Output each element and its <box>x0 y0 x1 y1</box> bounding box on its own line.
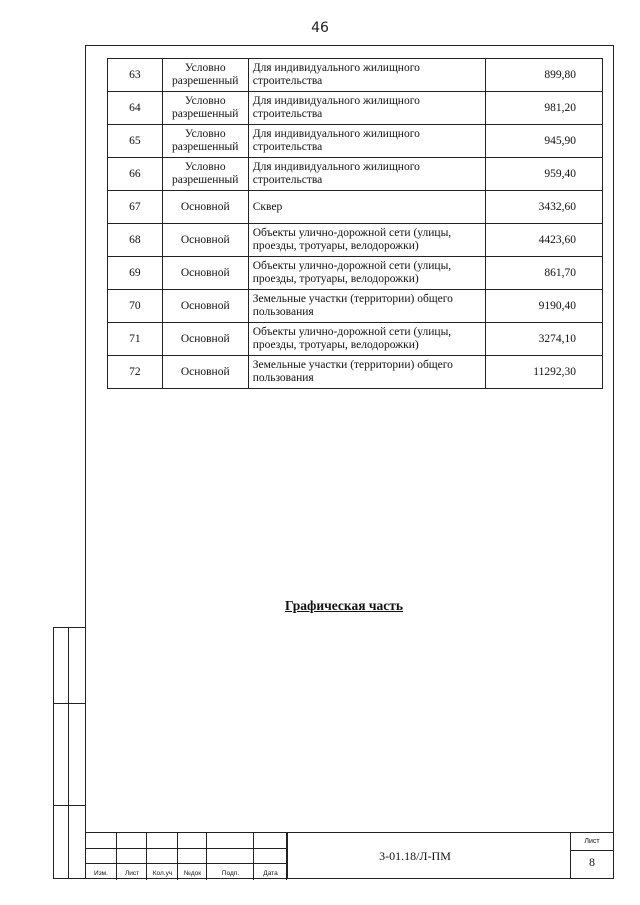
permitted-use-type: Основной <box>162 356 248 389</box>
use-description: Сквер <box>248 191 485 224</box>
table-row <box>108 59 603 92</box>
plot-area: 981,20 <box>486 92 603 125</box>
row-number: 63 <box>108 59 163 92</box>
row-number: 72 <box>108 356 163 389</box>
section-title: Графическая часть <box>285 598 404 613</box>
permitted-use-type: Условно разрешенный <box>162 125 248 158</box>
permitted-use-type: Основной <box>162 290 248 323</box>
plot-area: 861,70 <box>486 257 603 290</box>
sheet-label: Лист <box>584 838 600 845</box>
row-number: 67 <box>108 191 163 224</box>
table-row <box>108 158 603 191</box>
table-row <box>108 290 603 323</box>
stamp-label-list: Лист <box>124 870 140 877</box>
row-number: 68 <box>108 224 163 257</box>
plot-area: 959,40 <box>486 158 603 191</box>
stamp-label-ndok: №док <box>183 870 202 877</box>
use-description: Для индивидуального жилищного строительства <box>248 92 485 125</box>
row-number: 71 <box>108 323 163 356</box>
land-plots-table <box>107 58 603 389</box>
use-description: Земельные участки (территории) общего пользования <box>248 290 485 323</box>
table-row <box>108 224 603 257</box>
use-description: Для индивидуального жилищного строительства <box>248 125 485 158</box>
permitted-use-type: Основной <box>162 323 248 356</box>
use-description: Для индивидуального жилищного строительства <box>248 59 485 92</box>
binding-strip <box>53 627 85 879</box>
row-number: 69 <box>108 257 163 290</box>
table-row <box>108 125 603 158</box>
plot-area: 4423,60 <box>486 224 603 257</box>
sheet-number: 8 <box>589 855 595 869</box>
table-row <box>108 191 603 224</box>
use-description: Объекты улично-дорожной сети (улицы, проезды, тротуары, велодорожки) <box>248 323 485 356</box>
stamp-label-podp: Подп. <box>221 870 240 877</box>
plot-area: 11292,30 <box>486 356 603 389</box>
permitted-use-type: Основной <box>162 257 248 290</box>
table-row <box>108 356 603 389</box>
permitted-use-type: Условно разрешенный <box>162 59 248 92</box>
plot-area: 9190,40 <box>486 290 603 323</box>
use-description: Для индивидуального жилищного строительства <box>248 158 485 191</box>
title-block <box>85 832 614 879</box>
use-description: Объекты улично-дорожной сети (улицы, проезды, тротуары, велодорожки) <box>248 257 485 290</box>
document-code: 3-01.18/Л-ПМ <box>379 849 451 863</box>
plot-area: 3432,60 <box>486 191 603 224</box>
permitted-use-type: Условно разрешенный <box>162 158 248 191</box>
permitted-use-type: Основной <box>162 224 248 257</box>
plot-area: 899,80 <box>486 59 603 92</box>
use-description: Земельные участки (территории) общего пользования <box>248 356 485 389</box>
stamp-label-data: Дата <box>263 870 278 877</box>
row-number: 66 <box>108 158 163 191</box>
stamp-label-kol: Кол.уч <box>152 870 173 877</box>
page-number: 46 <box>311 20 329 36</box>
table-row <box>108 92 603 125</box>
permitted-use-type: Основной <box>162 191 248 224</box>
row-number: 65 <box>108 125 163 158</box>
table-row <box>108 323 603 356</box>
row-number: 70 <box>108 290 163 323</box>
row-number: 64 <box>108 92 163 125</box>
table-row <box>108 257 603 290</box>
permitted-use-type: Условно разрешенный <box>162 92 248 125</box>
stamp-label-izm: Изм. <box>94 870 108 877</box>
plot-area: 945,90 <box>486 125 603 158</box>
use-description: Объекты улично-дорожной сети (улицы, проезды, тротуары, велодорожки) <box>248 224 485 257</box>
plot-area: 3274,10 <box>486 323 603 356</box>
